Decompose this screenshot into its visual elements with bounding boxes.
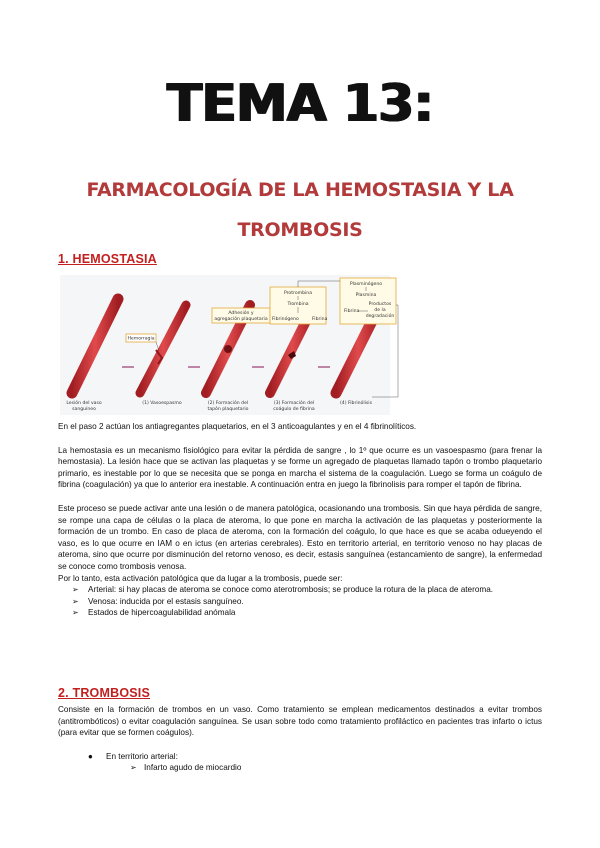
- list-item: ➢ Venosa: inducida por el estasis sanguíneo.: [72, 596, 244, 606]
- figure-caption-tapon-1: (2) Formación del: [207, 401, 249, 406]
- figure-label-trombina: Trombina: [287, 302, 309, 307]
- figure-label-de-la: de la: [374, 308, 386, 313]
- hemostasis-figure: [60, 275, 395, 415]
- figure-caption-coagulo-1: (3) Formación del: [273, 401, 315, 406]
- arrow-bullet-icon: ➢: [72, 585, 79, 595]
- arrow-bullet-icon: ➢: [72, 596, 79, 606]
- paragraph: La hemostasia es un mecanismo fisiológico para evitar la pérdida de sangre , lo 1º que ocurre es un vasoespasmo (para frenar la hemostasia). La lesión hace que se activan las plaquetas y se forme un agregado de plaquetas llamado tapón o trombo plaquetario primario, es inestable por lo que se necesita que se ponga en marcha el sistema de la coagulación. Luego se forma un coágulo de fibrina (coagulación) ya que lo anterior era inestable. A continuación entra en juego la fibrinolisis para romper el tapón de fibrina.: [58, 445, 542, 490]
- trombosis-types-list: [58, 584, 542, 619]
- page-subtitle: FARMACOLOGÍA DE LA HEMOSTASIA Y LA TROMBOSIS: [86, 179, 514, 241]
- arrow-bullet-icon: ➢: [130, 763, 137, 773]
- vessel-1: [140, 305, 186, 393]
- paragraph: Por lo tanto, esta activación patológica que da lugar a la trombosis, puede ser:: [58, 573, 343, 583]
- section-heading-hemostasia: 1. HEMOSTASIA: [58, 252, 157, 266]
- figure-caption-tapon-2: tapón plaquetario: [207, 407, 249, 412]
- section-heading-trombosis: 2. TROMBOSIS: [58, 686, 150, 700]
- paragraph: En el paso 2 actúan los antiagregantes plaquetarios, en el 3 anticoagulantes y en el 4 fibrinolíticos.: [58, 422, 417, 431]
- figure-label-degradacion: degradación: [365, 314, 395, 319]
- figure-label-plasminogeno: Plasminógeno: [349, 282, 383, 287]
- dot-bullet-icon: ●: [88, 751, 93, 761]
- figure-label-protrombina: Protrombina: [283, 291, 313, 296]
- figure-label-plasmina: Plasmina: [355, 293, 377, 298]
- figure-caption-vasoespasmo: (1) Vasoespasmo: [142, 401, 182, 406]
- hemostasis-diagram: [60, 275, 395, 415]
- figure-label-fibrina-2: Fibrina: [312, 317, 328, 322]
- figure-label-fibrina-3: Fibrina: [344, 309, 360, 314]
- list-item: ➢ Estados de hipercoagulabilidad anómala: [72, 608, 236, 618]
- vessel-0: [72, 299, 118, 393]
- section1-text: [58, 421, 542, 619]
- figure-caption-sanguineo: sanguíneo: [72, 407, 96, 412]
- list-item: ➢ Infarto agudo de miocardio: [130, 763, 242, 773]
- figure-caption-lesion: Lesión del vaso: [66, 401, 102, 406]
- figure-label-fibrinogeno: Fibrinógeno: [272, 317, 299, 322]
- figure-caption-fibrinolisis: (4) Fibrinólisis: [340, 401, 372, 406]
- list-item: ➢ Arterial: si hay placas de ateroma se conoce como aterotrombosis; se produce la rotura de la placa de ateroma.: [72, 585, 494, 595]
- list-item: ● En territorio arterial:: [88, 751, 178, 761]
- territory-list: [58, 751, 542, 774]
- figure-label-hemorragia: Hemorragia: [127, 336, 155, 342]
- page-title: TEMA 13:: [166, 74, 434, 134]
- figure-label-agregacion: agregación plaquetaria: [214, 317, 268, 322]
- paragraph: Consiste en la formación de trombos en un vaso. Como tratamiento se emplean medicamentos destinados a evitar trombos (antitrombóticos) o evitar coagulación sanguínea. Se usan sobre todo como tratamiento profiláctico en pacientes tras infarto o ictus (para evitar que se formen coágulos).: [58, 705, 542, 738]
- figure-label-adhesion: Adhesión y: [228, 311, 254, 316]
- figure-caption-coagulo-2: coágulo de fibrina: [273, 407, 315, 412]
- section2-text: [58, 704, 542, 774]
- arrow-bullet-icon: ➢: [72, 608, 79, 618]
- paragraph: Este proceso se puede activar ante una lesión o de manera patológica, ocasionando una trombosis. Sin que haya pérdida de sangre, se rompe una capa de células o la placa de ateroma, lo que pone en marcha la activación de las plaquetas y posteriormente la formación de un trombo. En caso de placa de ateroma, con la formación del coágulo, lo que hace es que se acaba odueyendo el vaso, es lo que ocurre en IAM o en ictus (en arterias cerebrales). Esto en territorio arterial, en territorio venoso no hay placas de ateroma, sino que ocurre por disminución del retorno venoso, es decir, estasis sanguínea (estancamiento de sangre), la enfermedad se conoce como trombosis venosa.: [58, 503, 542, 571]
- figure-label-productos: Productos: [368, 302, 392, 307]
